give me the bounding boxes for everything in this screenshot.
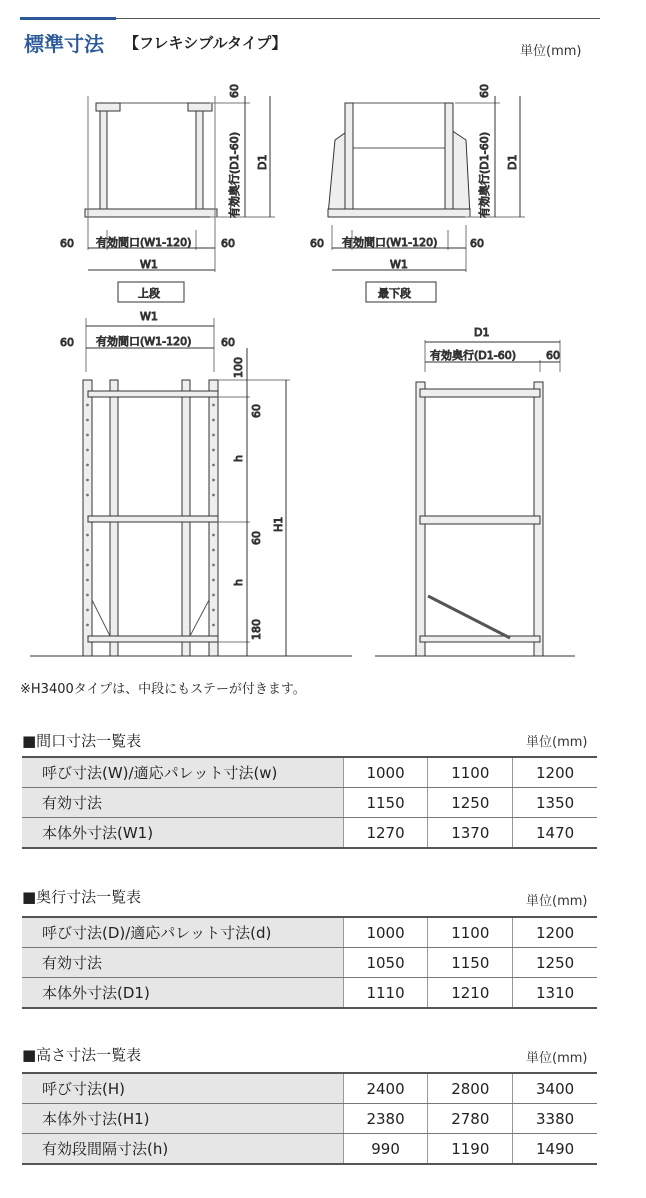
row-label: 本体外寸法(H1) [22,1104,343,1134]
front-opening: 有効間口(W1-120) [96,335,192,348]
width-table-unit: 単位(mm) [526,735,588,750]
cell-value: 2780 [428,1104,513,1134]
cell-value: 1200 [513,917,597,948]
cell-value: 1190 [428,1134,513,1165]
front-post-holes [86,404,215,627]
upper-dim-60-left: 60 [60,237,74,250]
cell-value: 2800 [428,1073,513,1104]
bottom-depth-effective: 有効奥行(D1-60) [478,131,491,218]
row-label: 本体外寸法(W1) [22,818,343,849]
cell-value: 1370 [428,818,513,849]
row-label: 有効寸法 [22,948,343,978]
header-accent [20,17,116,20]
bottom-opening: 有効間口(W1-120) [342,236,438,249]
table-row [22,978,597,1009]
front-dim-60-left: 60 [60,336,74,349]
side-depth-effective: 有効奥行(D1-60) [430,349,517,362]
page-title: 標準寸法 [24,32,104,56]
cell-value: 1100 [428,757,513,788]
bottom-dim-60-top: 60 [478,84,491,98]
width-table-title: ■間口寸法一覧表 [22,732,142,750]
row-label: 有効寸法 [22,788,343,818]
table-row [22,1073,597,1104]
bottom-width: W1 [390,258,408,271]
front-dim-100: 100 [232,357,245,378]
front-elevation [30,318,352,656]
top-view-upper [85,96,275,302]
upper-dim-60-right: 60 [221,237,235,250]
cell-value: 1200 [513,757,597,788]
side-depth: D1 [474,326,490,339]
front-dim-60-shelf2: 60 [250,531,263,545]
top-view-bottom [328,96,525,302]
cell-value: 1470 [513,818,597,849]
front-dim-60-shelf1: 60 [250,404,263,418]
table-row [22,788,597,818]
upper-opening: 有効間口(W1-120) [96,236,192,249]
front-pitch-2: h [232,579,245,586]
bottom-depth: D1 [506,154,519,170]
table-row [22,948,597,978]
front-height: H1 [272,516,285,532]
cell-value: 1050 [343,948,428,978]
cell-value: 3400 [513,1073,597,1104]
upper-depth: D1 [256,154,269,170]
cell-value: 1150 [343,788,428,818]
note: ※H3400タイプは、中段にもステーが付きます。 [20,682,306,697]
table-row [22,917,597,948]
row-label: 呼び寸法(H) [22,1073,343,1104]
bottom-dim-60-right: 60 [470,237,484,250]
front-dim-60-right: 60 [221,336,235,349]
cell-value: 1490 [513,1134,597,1165]
cell-value: 1270 [343,818,428,849]
cell-value: 1000 [343,757,428,788]
row-label: 呼び寸法(D)/適応パレット寸法(d) [22,917,343,948]
front-dim-180: 180 [250,619,263,640]
cell-value: 990 [343,1134,428,1165]
dimension-drawing [0,60,646,675]
row-label: 本体外寸法(D1) [22,978,343,1009]
cell-value: 2400 [343,1073,428,1104]
height-table-title: ■高さ寸法一覧表 [22,1046,142,1064]
cell-value: 1110 [343,978,428,1009]
side-elevation [375,340,575,656]
cell-value: 1350 [513,788,597,818]
height-table [22,1072,597,1165]
page-subtitle: 【フレキシブルタイプ】 [124,34,287,52]
row-label: 呼び寸法(W)/適応パレット寸法(w) [22,757,343,788]
table-row [22,1134,597,1165]
front-pitch-1: h [232,455,245,462]
cell-value: 1310 [513,978,597,1009]
cell-value: 1250 [513,948,597,978]
bottom-dim-60-left: 60 [310,237,324,250]
side-dim-60: 60 [546,349,560,362]
cell-value: 1150 [428,948,513,978]
cell-value: 3380 [513,1104,597,1134]
upper-caption: 上段 [138,287,160,300]
cell-value: 1000 [343,917,428,948]
table-row [22,818,597,849]
row-label: 有効段間隔寸法(h) [22,1134,343,1165]
front-width: W1 [140,310,158,323]
table-row [22,1104,597,1134]
depth-table-unit: 単位(mm) [526,894,588,909]
upper-depth-effective: 有効奥行(D1-60) [228,131,241,218]
depth-table [22,916,597,1009]
upper-dim-60-top: 60 [228,84,241,98]
bottom-caption: 最下段 [378,287,411,300]
cell-value: 2380 [343,1104,428,1134]
upper-width: W1 [140,258,158,271]
width-table [22,756,597,849]
cell-value: 1100 [428,917,513,948]
header-unit: 単位(mm) [520,44,582,59]
height-table-unit: 単位(mm) [526,1051,588,1066]
cell-value: 1250 [428,788,513,818]
cell-value: 1210 [428,978,513,1009]
depth-table-title: ■奥行寸法一覧表 [22,888,142,906]
table-row [22,757,597,788]
